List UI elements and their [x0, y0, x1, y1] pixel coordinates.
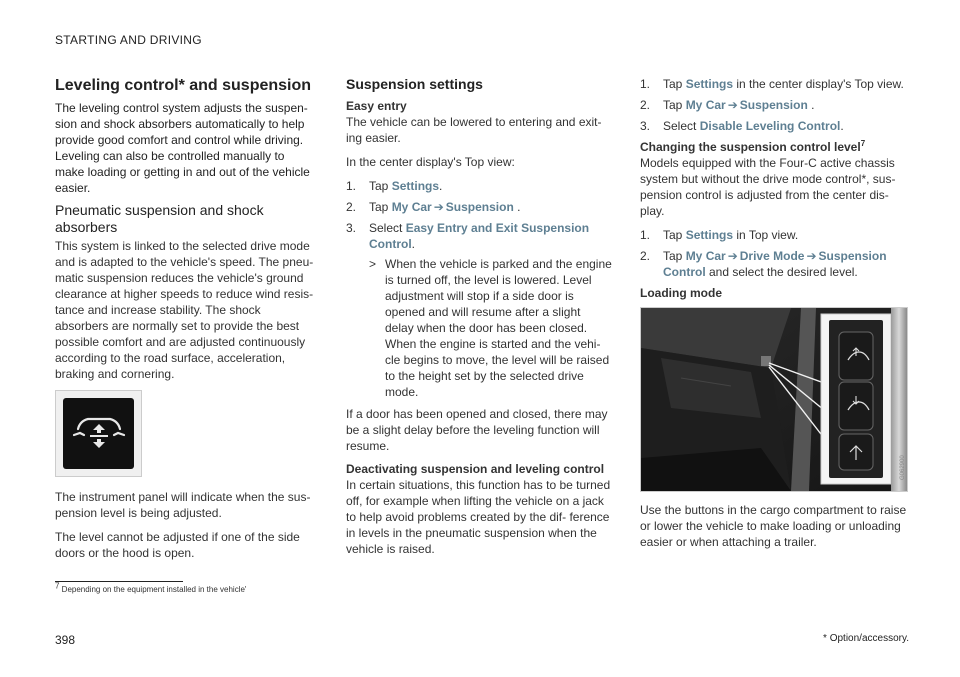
- loading-mode-heading: Loading mode: [640, 286, 722, 300]
- step-result: > When the vehicle is parked and the engine is turned off, the level is lowered. Level adjustment will stop if a side door is opened and will resume after a slight delay when the door has been closed. When the engine is started and the vehi- cle begins to move, the level will be raised to the height set by the selected drive mode.: [369, 257, 612, 399]
- my-car-link[interactable]: My Car: [391, 200, 432, 214]
- column-middle: [346, 76, 612, 565]
- option-accessory-note: * Option/accessory.: [823, 633, 909, 644]
- cargo-compartment-photo: [640, 307, 908, 492]
- change-level-heading: Changing the suspension control level$^7$: [640, 139, 866, 154]
- section-header: STARTING AND DRIVING: [55, 33, 202, 47]
- subsection-title: Pneumatic suspension and shock absorbers: [55, 202, 264, 235]
- easy-entry-steps: [346, 178, 612, 400]
- page-number: 398: [55, 633, 76, 647]
- drive-mode-link[interactable]: Drive Mode: [739, 249, 805, 263]
- step-item: 2. Tap My Car ➔ Drive Mode ➔ Suspension Control and select the desired level.: [640, 249, 887, 279]
- arrow-right-icon: ➔: [433, 200, 444, 214]
- delay-note: If a door has been opened and closed, there may be a slight delay before the leveling function will resume.: [346, 407, 608, 453]
- settings-link[interactable]: Settings: [685, 77, 734, 91]
- suspension-settings-title: Suspension settings: [346, 76, 483, 92]
- instrument-panel-note: The instrument panel will indicate when the sus- pension level is being adjusted.: [55, 490, 311, 520]
- deactivate-body: In certain situations, this function has to be turned off, for example when lifting the vehicle on a jack to help avoid problems created by the dif- ference in levels in the pneumatic suspension when the vehicle is raised.: [346, 478, 611, 556]
- deactivate-steps: [640, 76, 908, 134]
- step-item: 1. Tap Settings in the center display's Top view.: [640, 77, 904, 91]
- step-item: 2. Tap My Car ➔ Suspension .: [346, 200, 521, 214]
- easy-entry-intro: The vehicle can be lowered to entering and exit- ing easier.: [346, 115, 602, 145]
- footnote: $^7$ Depending on the equipment installed in the vehicle': [55, 581, 247, 594]
- body-paragraph: This system is linked to the selected drive mode and is adapted to the vehicle's speed. The pneu- matic suspension reduces the vehicle's ground clearance at higher speeds to reduce wind resis- tance and increase stability. The shock absorbers are normally set to provide the best possible comfort and are adjusted continuously according to the road surface, acceleration, braking and cornering.: [55, 239, 314, 381]
- column-right: [640, 76, 908, 558]
- arrow-right-icon: ➔: [727, 249, 738, 263]
- suspension-control-link[interactable]: Suspension Control: [663, 249, 887, 279]
- step-item: 2. Tap My Car ➔ Suspension .: [640, 98, 815, 112]
- top-view-intro: In the center display's Top view:: [346, 155, 515, 169]
- my-car-link[interactable]: My Car: [685, 98, 726, 112]
- suspension-link[interactable]: Suspension: [445, 200, 514, 214]
- easy-entry-heading: Easy entry: [346, 99, 407, 113]
- level-restriction-note: The level cannot be adjusted if one of the side doors or the hood is open.: [55, 530, 300, 560]
- settings-link[interactable]: Settings: [391, 179, 440, 193]
- easy-entry-exit-link[interactable]: Easy Entry and Exit Suspension Control: [369, 221, 590, 251]
- deactivate-heading: Deactivating suspension and leveling control: [346, 462, 605, 476]
- footnote-divider: [55, 581, 183, 582]
- suspension-level-indicator-icon: [63, 398, 134, 469]
- my-car-link[interactable]: My Car: [685, 249, 726, 263]
- step-item: 1. Tap Settings.: [346, 179, 443, 193]
- loading-mode-body: Use the buttons in the cargo compartment to raise or lower the vehicle to make loading or unloading easier or when attaching a trailer.: [640, 503, 907, 549]
- indicator-image: [55, 390, 142, 477]
- step-item: 3. Select Easy Entry and Exit Suspension Control. > When the vehicle is parked and the engine is turned off, the level is lowered. Level adjustment will stop if a side door is opened and will resume after a slight delay when the door has been closed. When the engine is started and the vehi- cle begins to move, the level will be raised to the height set by the selected drive mode.: [346, 221, 612, 399]
- footnote-ref: 7: [860, 139, 866, 148]
- suspension-link[interactable]: Suspension: [739, 98, 808, 112]
- disable-leveling-link[interactable]: Disable Leveling Control: [699, 119, 841, 133]
- column-left: [55, 76, 317, 569]
- change-level-body: Models equipped with the Four-C active chassis system but without the drive mode control*, sus- pension control is adjusted from the center dis- play.: [640, 156, 896, 218]
- step-item: 1. Tap Settings in Top view.: [640, 228, 799, 242]
- change-level-steps: [640, 227, 908, 280]
- photo-code: G062900: [900, 455, 906, 480]
- arrow-right-icon: ➔: [727, 98, 738, 112]
- settings-link[interactable]: Settings: [685, 228, 734, 242]
- section-title: Leveling control* and suspension: [55, 77, 312, 94]
- arrow-right-icon: ➔: [806, 249, 817, 263]
- step-item: 3. Select Disable Leveling Control.: [640, 119, 844, 133]
- intro-paragraph: The leveling control system adjusts the suspen- sion and shock absorbers automatically to help provide good comfort and control while driving. Leveling can also be controlled manually to make loading or getting in and out of the vehicle easier.: [55, 101, 310, 195]
